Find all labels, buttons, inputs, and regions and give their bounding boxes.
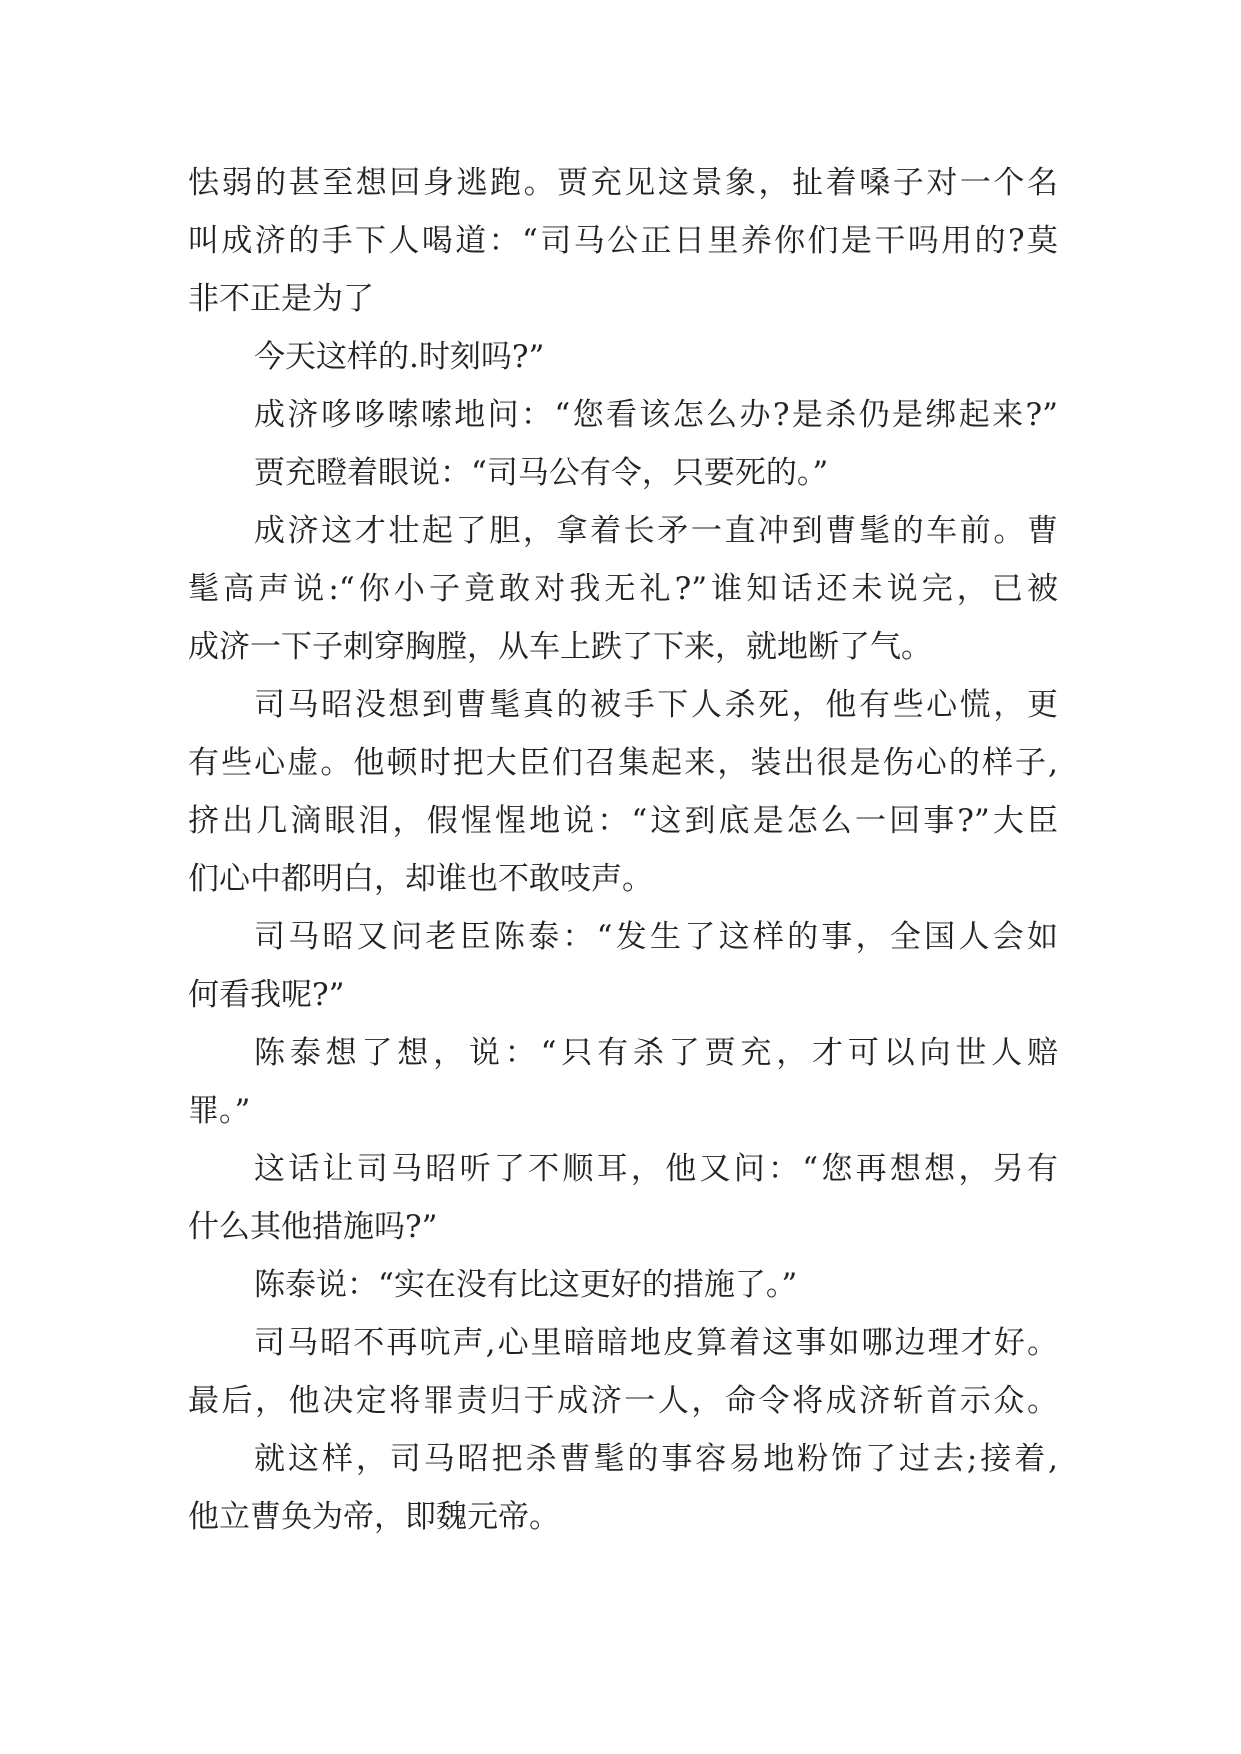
text-line: 挤出几滴眼泪，假惺惺地说：“这到底是怎么一回事?”大臣	[188, 803, 1058, 839]
body-text	[188, 154, 1058, 1546]
text-line: 非不正是为了	[188, 281, 374, 317]
text-line: 司马昭没想到曹髦真的被手下人杀死，他有些心慌，更	[254, 687, 1058, 723]
text-line: 何看我呢?”	[188, 977, 345, 1013]
text-line: 成济哆哆嗦嗦地问：“您看该怎么办?是杀仍是绑起来?”	[254, 397, 1058, 433]
text-line: 成济这才壮起了胆，拿着长矛一直冲到曹髦的车前。曹	[254, 513, 1058, 549]
text-line: 叫成济的手下人喝道：“司马公正日里养你们是干吗用的?莫	[188, 223, 1058, 259]
text-line: 髦高声说:“你小子竟敢对我无礼?”谁知话还未说完，已被	[188, 571, 1058, 607]
text-line: 这话让司马昭听了不顺耳，他又问：“您再想想，另有	[254, 1151, 1058, 1187]
text-line: 就这样，司马昭把杀曹髦的事容易地粉饰了过去;接着,	[254, 1441, 1058, 1477]
text-line: 陈泰想了想，说：“只有杀了贾充，才可以向世人赔	[254, 1035, 1058, 1071]
text-line: 最后，他决定将罪责归于成济一人，命令将成济斩首示众。	[188, 1383, 1058, 1419]
text-line: 贾充瞪着眼说：“司马公有令，只要死的。”	[254, 455, 829, 491]
text-line: 今天这样的.时刻吗?”	[254, 339, 545, 375]
text-line: 成济一下子刺穿胸膛，从车上跌了下来，就地断了气。	[188, 629, 932, 665]
text-line: 陈泰说：“实在没有比这更好的措施了。”	[254, 1267, 798, 1303]
text-line: 司马昭又问老臣陈泰：“发生了这样的事，全国人会如	[254, 919, 1058, 955]
text-line: 什么其他措施吗?”	[188, 1209, 438, 1245]
text-line: 罪。”	[188, 1093, 251, 1129]
text-line: 们心中都明白，却谁也不敢吱声。	[188, 861, 653, 897]
text-line: 有些心虚。他顿时把大臣们召集起来，装出很是伤心的样子,	[188, 745, 1058, 781]
text-line: 司马昭不再吭声,心里暗暗地皮算着这事如哪边理才好。	[254, 1325, 1058, 1361]
text-line: 怯弱的甚至想回身逃跑。贾充见这景象，扯着嗓子对一个名	[188, 165, 1058, 201]
text-line: 他立曹奂为帝，即魏元帝。	[188, 1499, 560, 1535]
